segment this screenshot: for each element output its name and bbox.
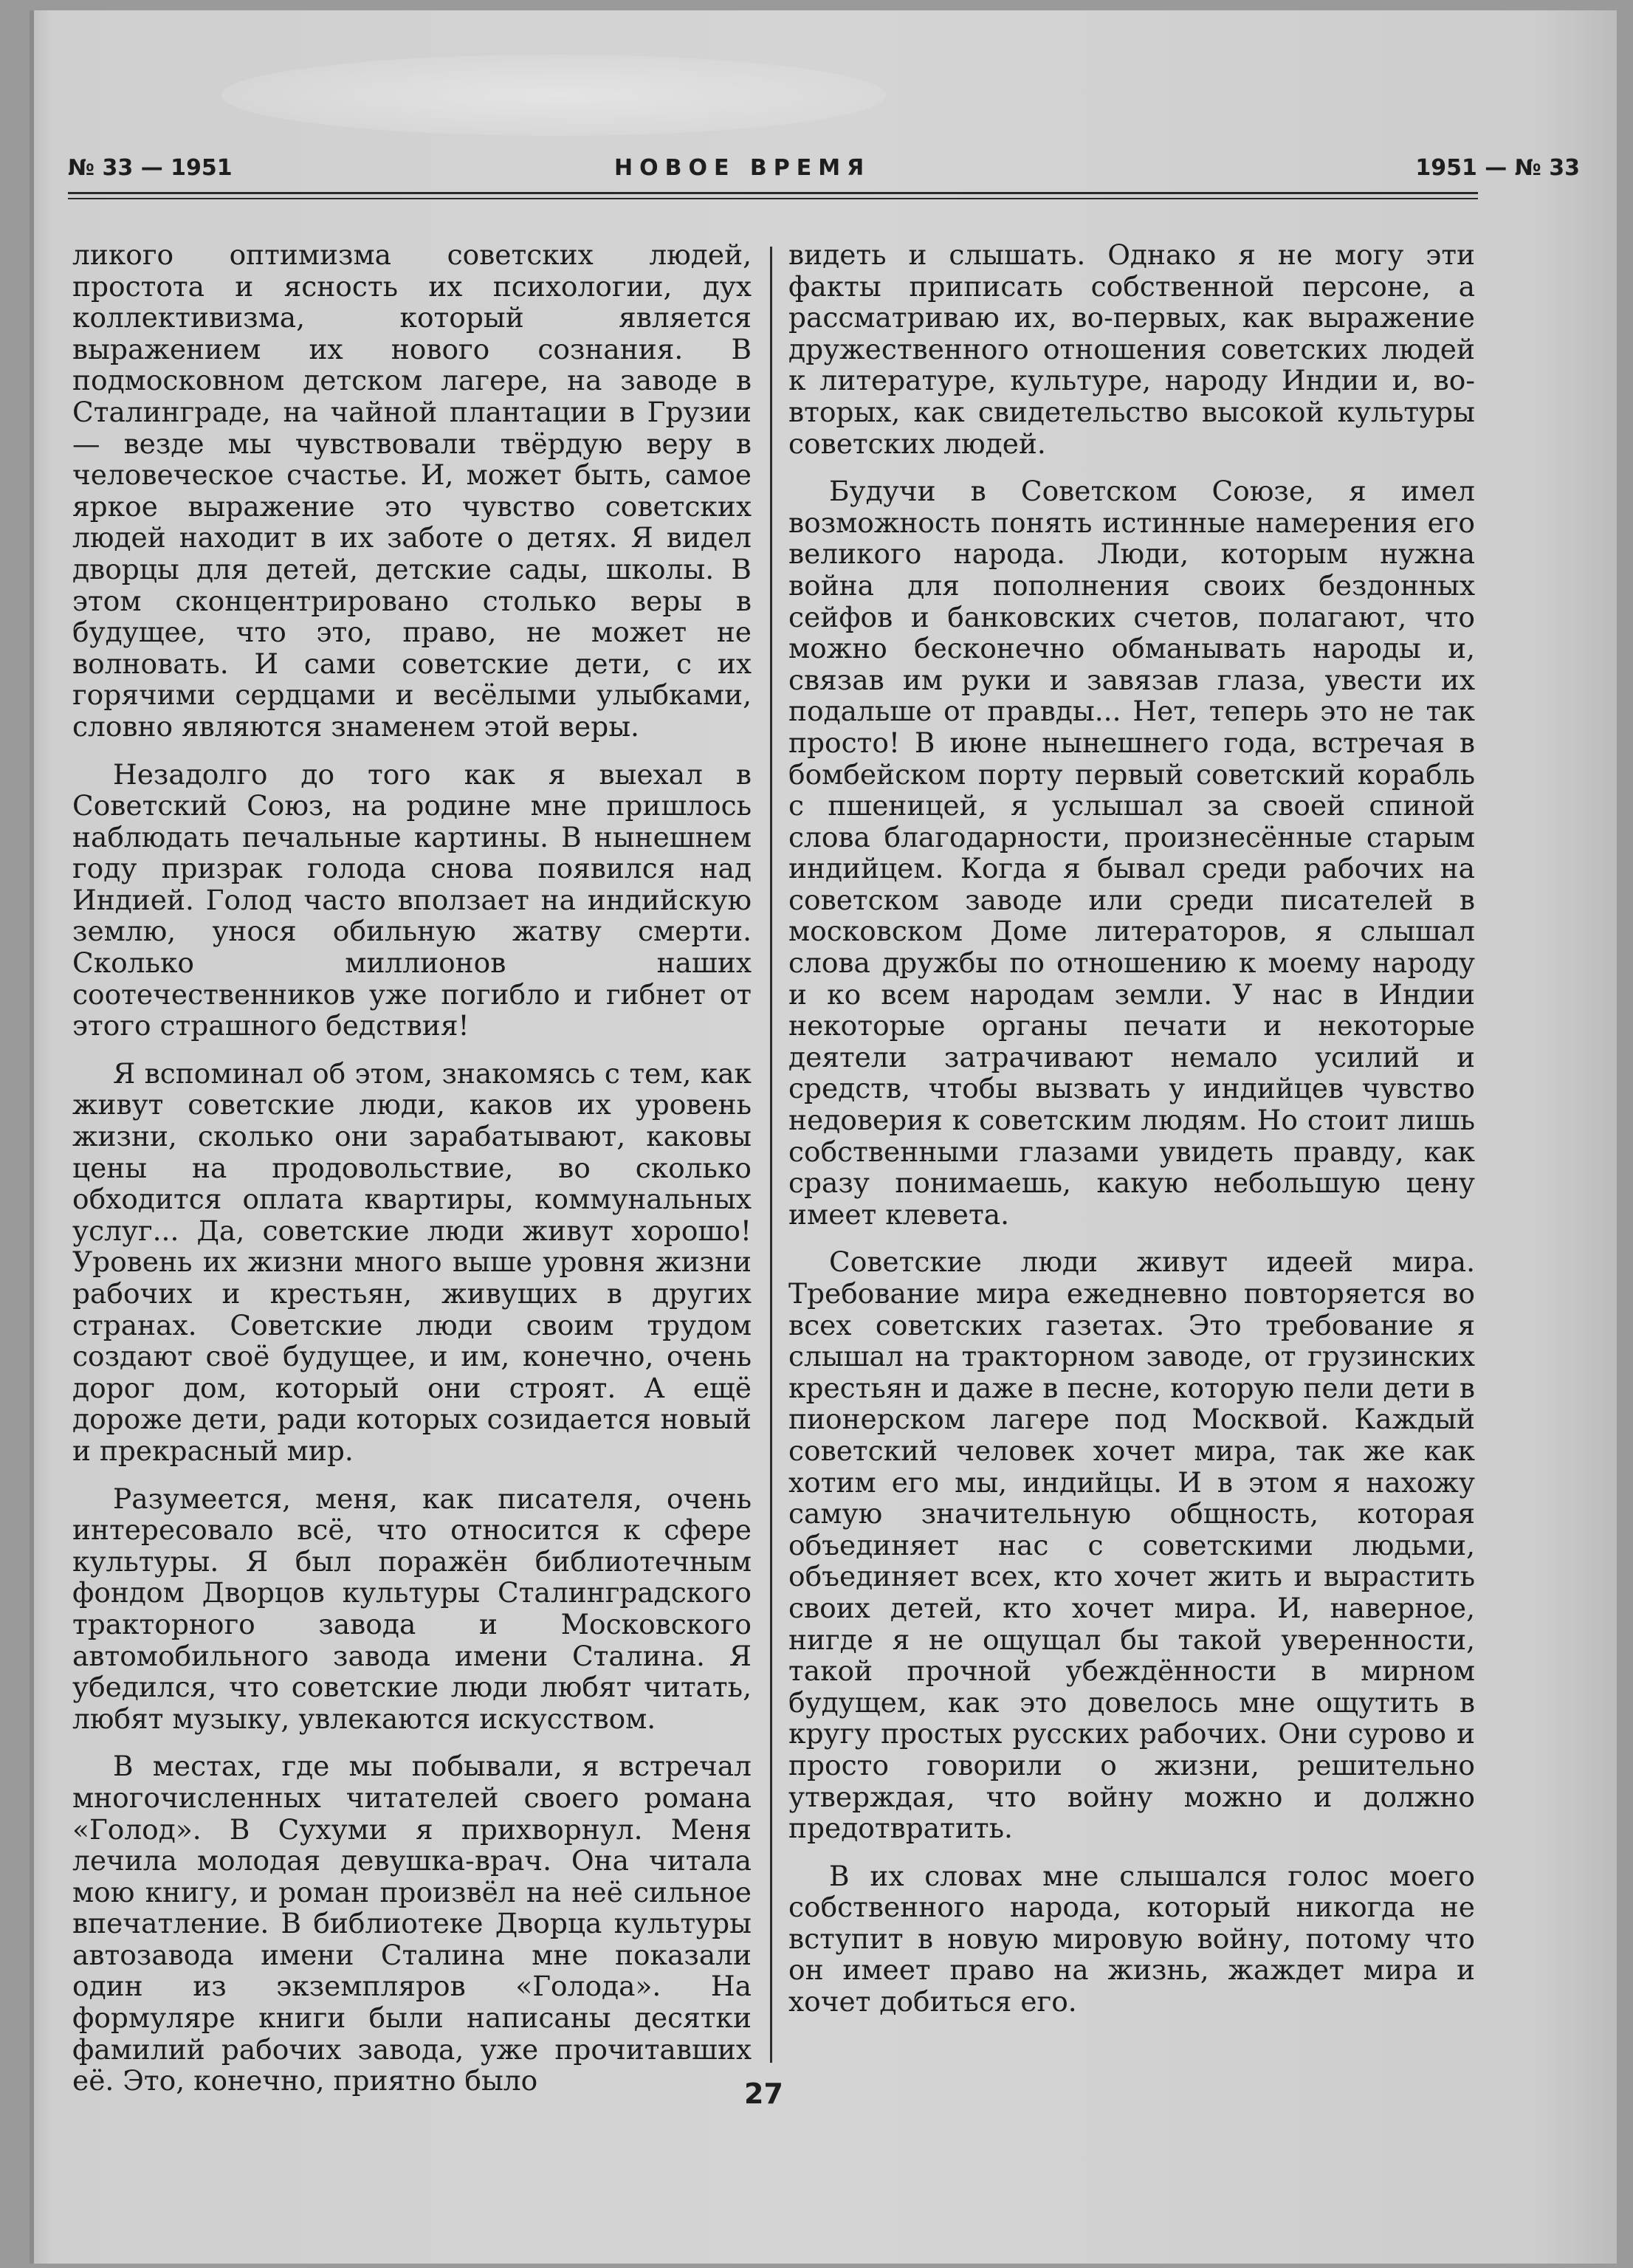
paragraph: Я вспоминал об этом, знакомясь с тем, как живут советские люди, каков их уровень жизни, сколько они зарабатывают, каковы цены на продовольствие, во сколько обходится оплата квартиры, коммунальных услуг... Да, советские люди живут хорошо! Уровень их жизни много выше уровня жизни рабочих и крестьян, живущих в других странах. Советские люди своим трудом создают своё будущее, и им, конечно, очень дорог дом, который они строят. А ещё дороже дети, ради которых созидается новый и прекрасный мир. — [72, 1056, 752, 1467]
paper-stain — [221, 55, 886, 136]
paragraph: Будучи в Советском Союзе, я имел возможность понять истинные намерения его великого народа. Люди, которым нужна война для пополнения своих бездонных сейфов и банковских счетов, полагают, что можно бесконечно обманывать народы и, связав им руки и завязав глаза, увести их подальше от правды... Нет, теперь это не так просто! В июне нынешнего года, встречая в бомбейском порту первый советский корабль с пшеницей, я услышал за своей спиной слова благодарности, произнесённые старым индийцем. Когда я бывал среди рабочих на советском заводе или среди писателей в московском Доме литераторов, я слышал слова дружбы по отношению к моему народу и ко всем народам земли. У нас в Индии некоторые органы печати и некоторые деятели затрачивают немало усилий и средств, чтобы вызвать у индийцев чувство недоверия к советским людям. Но стоит лишь собственными глазами увидеть правду, как сразу понимаешь, какую небольшую цену имеет клевета. — [788, 475, 1475, 1231]
issue-number-right: 1951 — № 33 — [1415, 155, 1580, 181]
issue-number-left: № 33 — 1951 — [68, 155, 233, 181]
paragraph: В их словах мне слышался голос моего собственного народа, который никогда не вступит в новую мировую войну, потому что он имеет право на жизнь, жаждет мира и хочет добиться его. — [788, 1859, 1475, 2018]
page-fold-shadow — [30, 10, 34, 2264]
page-number: 27 — [744, 2078, 783, 2110]
newspaper-page — [30, 10, 1617, 2264]
paragraph: видеть и слышать. Однако я не могу эти факты приписать собственной персоне, а рассматриваю их, во-первых, как выражение дружественного отношения советских людей к литературе, культуре, народу Индии и, во-вторых, как свидетельство высокой культуры советских людей. — [788, 238, 1475, 460]
publication-title: НОВОЕ ВРЕМЯ — [614, 155, 871, 181]
page-header — [68, 149, 1580, 193]
paragraph: ликого оптимизма советских людей, простота и ясность их психологии, дух коллективизма, который является выражением их нового сознания. В подмосковном детском лагере, на заводе в Сталинграде, на чайной плантации в Грузии — везде мы чувствовали твёрдую веру в человеческое счастье. И, может быть, самое яркое выражение это чувство советских людей находит в их заботе о детях. Я видел дворцы для детей, детские сады, школы. В этом сконцентрировано столько веры в будущее, что это, право, не может не волновать. И сами советские дети, с их горячими сердцами и весёлыми улыбками, словно являются знаменем этой веры. — [72, 238, 752, 743]
paragraph: Разумеется, меня, как писателя, очень интересовало всё, что относится к сфере культуры. Я был поражён библиотечным фондом Дворцов культуры Сталинградского тракторного завода и Московского автомобильного завода имени Сталина. Я убедился, что советские люди любят читать, любят музыку, увлекаются искусством. — [72, 1482, 752, 1735]
right-column — [788, 239, 1475, 2018]
paragraph: Советские люди живут идеей мира. Требование мира ежедневно повторяется во всех советских газетах. Это требование я слышал на тракторном заводе, от грузинских крестьян и даже в песне, которую пели дети в пионерском лагере под Москвой. Каждый советский человек хочет мира, так же как хотим его мы, индийцы. И в этом я нахожу самую значительную общность, которая объединяет нас с советскими людьми, объединяет всех, кто хочет жить и вырастить своих детей, кто хочет мира. И, наверное, нигде я не ощущал бы такой уверенности, такой прочной убеждённости в мирном будущем, как это довелось мне ощутить в кругу простых русских рабочих. Они сурово и просто говорили о жизни, решительно утверждая, что войну можно и должно предотвратить. — [788, 1245, 1475, 1845]
paragraph: В местах, где мы побывали, я встречал многочисленных читателей своего романа «Голод». В Сухуми я прихворнул. Меня лечила молодая девушка-врач. Она читала мою книгу, и роман произвёл на неё сильное впечатление. В библиотеке Дворца культуры автозавода имени Сталина мне показали один из экземпляров «Голода». На формуляре книги были написаны десятки фамилий рабочих завода, уже прочитавших её. Это, конечно, приятно было — [72, 1750, 752, 2097]
left-column — [72, 239, 752, 2097]
paragraph: Незадолго до того как я выехал в Советский Союз, на родине мне пришлось наблюдать печальные картины. В нынешнем году призрак голода снова появился над Индией. Голод часто вползает на индийскую землю, унося обильную жатву смерти. Сколько миллионов наших соотечественников уже погибло и гибнет от этого страшного бедствия! — [72, 757, 752, 1042]
column-divider — [770, 247, 772, 2063]
header-rule-top — [68, 192, 1478, 194]
header-rule-bottom — [68, 198, 1478, 199]
